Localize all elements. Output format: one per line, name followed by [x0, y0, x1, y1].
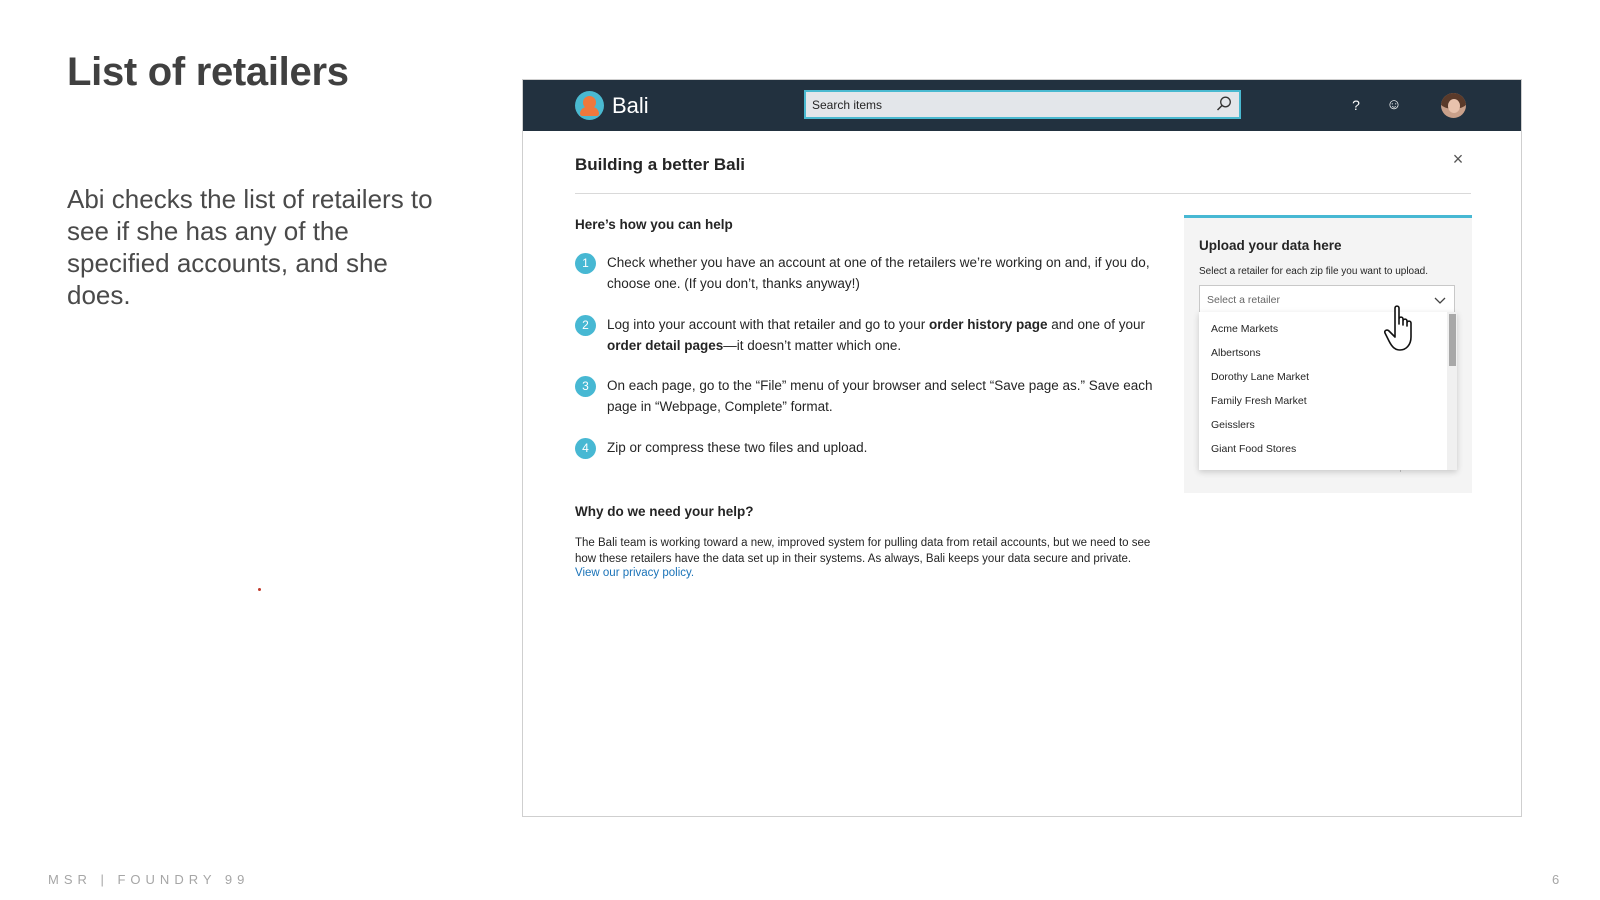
why-heading: Why do we need your help? [575, 504, 754, 519]
dialog-title: Building a better Bali [575, 155, 746, 174]
page-number: 6 [1552, 872, 1560, 887]
app-name: Bali [612, 93, 649, 118]
why-body: The Bali team is working toward a new, improved system for pulling data from retail accounts, but we need to see how these retailers have the data set up in their systems. As always, Bali keeps your data secure and private. [575, 537, 1151, 565]
hand-cursor-icon [1384, 304, 1424, 354]
app-header [523, 80, 1521, 131]
slide-title: List of retailers [67, 50, 349, 94]
stray-dot [258, 588, 261, 591]
select-placeholder: Select a retailer [1207, 294, 1280, 306]
list-item[interactable]: Family Fresh Market [1211, 395, 1307, 407]
list-item[interactable]: Acme Markets [1211, 323, 1279, 335]
close-icon[interactable]: × [1452, 149, 1464, 169]
help-heading: Here’s how you can help [575, 217, 733, 232]
search-box[interactable] [804, 90, 1241, 119]
step-number: 3 [575, 376, 596, 397]
search-icon[interactable] [1215, 95, 1233, 113]
step-text: On each page, go to the “File” menu of your browser and select “Save page as.” Save each page in “Webpage, Complete” format. [607, 378, 1153, 414]
privacy-policy-link[interactable]: View our privacy policy. [575, 567, 695, 579]
step-text: Check whether you have an account at one of the retailers we’re working on and, if you do, choose one. (If you don’t, thanks anyway!) [607, 255, 1150, 291]
list-item[interactable]: Giant Food Stores [1211, 443, 1297, 455]
list-item[interactable]: Albertsons [1211, 347, 1261, 359]
step-number: 2 [575, 315, 596, 336]
list-item[interactable]: Dorothy Lane Market [1211, 371, 1310, 383]
help-icon[interactable]: ? [1352, 97, 1360, 113]
app-window [522, 79, 1522, 817]
step-text: Log into your account with that retailer and go to your order history page and one of your order detail pages—it doesn’t matter which one. [607, 317, 1146, 353]
feedback-smiley-icon[interactable]: ☺ [1386, 96, 1402, 113]
list-item[interactable]: Geisslers [1211, 419, 1255, 431]
step-number: 4 [575, 438, 596, 459]
scrollbar-thumb[interactable] [1449, 314, 1456, 366]
slide-description: Abi checks the list of retailers to see if she has any of the specified accounts, and she does. [67, 184, 433, 310]
divider [575, 193, 1471, 194]
avatar[interactable] [1441, 93, 1466, 118]
chevron-down-icon[interactable] [1434, 295, 1446, 305]
step-number: 1 [575, 253, 596, 274]
search-input[interactable] [812, 95, 1202, 114]
step-text: Zip or compress these two files and upload. [607, 440, 868, 455]
bali-logo-icon[interactable] [575, 91, 604, 120]
upload-subtitle: Select a retailer for each zip file you want to upload. [1199, 266, 1429, 277]
upload-title: Upload your data here [1199, 238, 1342, 253]
footer-brand: MSR | FOUNDRY 99 [48, 872, 250, 887]
scrollbar[interactable] [1447, 312, 1457, 470]
